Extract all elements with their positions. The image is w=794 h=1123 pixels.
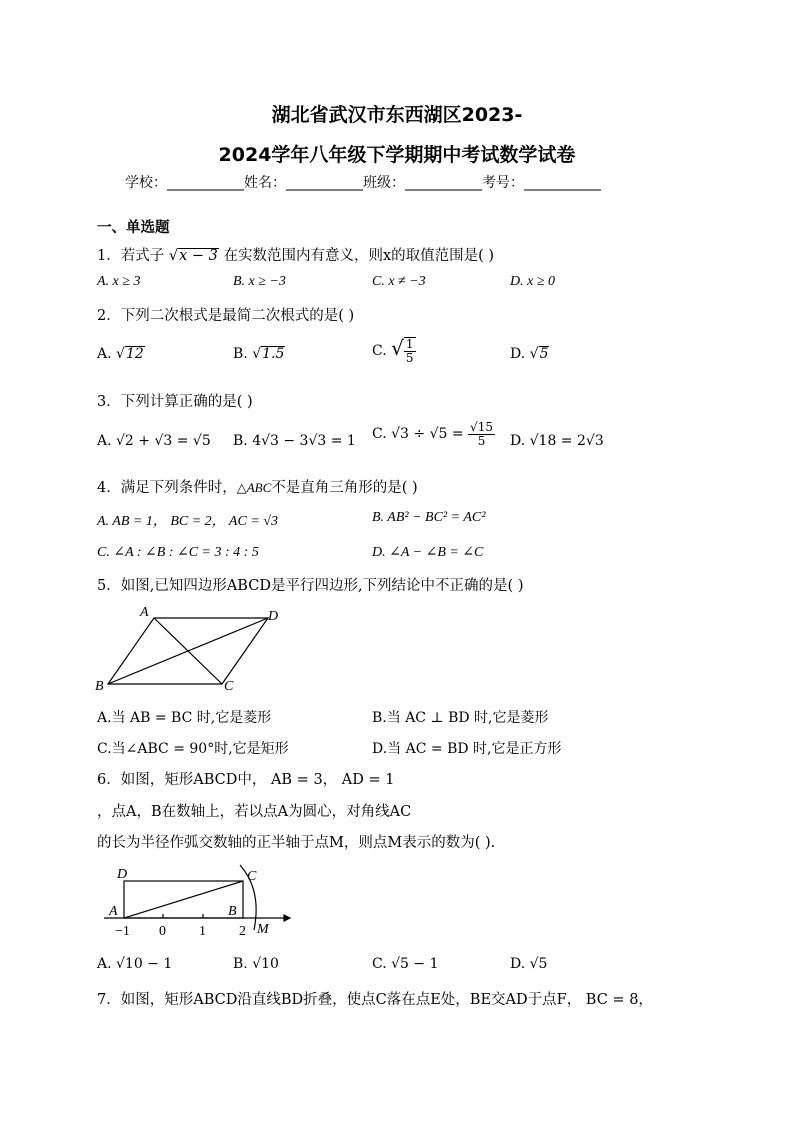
label-a: A — [140, 605, 149, 620]
q1-stem-post: 在实数范围内有意义，则x的取值范围是( ) — [223, 248, 495, 264]
axis-arrow — [284, 915, 290, 921]
title-line-1: 湖北省武汉市东西湖区2023- — [271, 104, 523, 126]
question-2-stem: 2．下列二次根式是最简二次根式的是( ) — [97, 308, 355, 324]
label-c: C — [224, 679, 234, 694]
title-line-2: 2024学年八年级下学期期中考试数学试卷 — [218, 144, 576, 166]
parallelogram-figure — [92, 600, 292, 696]
triangle-abc: △ABC — [236, 480, 272, 495]
q2-option-a: A. √12 — [97, 346, 144, 362]
label-a: A — [109, 904, 118, 919]
diagonal-bd — [108, 618, 268, 684]
q3-option-b: B. 4√3 − 3√3 = 1 — [233, 433, 356, 449]
tick-label-neg1: −1 — [115, 924, 130, 939]
q6-option-b: B. √10 — [233, 956, 279, 972]
q6-option-d: D. √5 — [510, 956, 548, 972]
q3-option-c: C. √3 ÷ √5 = $\frac{√15}{5}$ — [372, 420, 493, 448]
q4-option-a: A. AB = 1， BC = 2， AC = √3 — [97, 514, 278, 529]
tick-label-2: 2 — [239, 924, 246, 939]
q2-option-d: D. √5 — [510, 346, 549, 362]
question-6-stem-line-3: 的长为半径作弧交数轴的正半轴于点M，则点M表示的数为( ). — [97, 835, 496, 851]
q1-option-a: A. x ≥ 3 — [97, 274, 141, 289]
question-4-stem: 4．满足下列条件时，△ABC不是直角三角形的是( ) — [97, 480, 418, 496]
tick-label-1: 1 — [199, 924, 206, 939]
tick-label-0: 0 — [159, 924, 166, 939]
q3-option-a: A. √2 + √3 = √5 — [97, 433, 211, 449]
label-c: C — [247, 869, 257, 884]
question-5-stem: 5．如图,已知四边形ABCD是平行四边形,下列结论中不正确的是( ) — [97, 578, 524, 594]
question-7-stem: 7．如图，矩形ABCD沿直线BD折叠，使点C落在点E处，BE交AD于点F， BC = 8， — [97, 992, 653, 1008]
q6-option-c: C. √5 − 1 — [372, 956, 439, 972]
label-b: B — [95, 679, 104, 694]
q1-option-b: B. x ≥ −3 — [233, 274, 286, 289]
label-b: B — [228, 904, 237, 919]
section-heading: 一、单选题 — [97, 220, 170, 236]
q4-option-b: B. AB² − BC² = AC² — [372, 510, 486, 525]
label-m: M — [257, 922, 269, 937]
q5-option-d: D.当 AC = BD 时,它是正方形 — [372, 741, 562, 757]
student-info-line: 学校：___________姓名：___________班级：___________考号：___________ — [125, 175, 601, 191]
q5-option-c: C.当∠ABC = 90°时,它是矩形 — [97, 741, 289, 757]
q1-stem-pre: 1．若式子 — [97, 248, 165, 264]
q3-option-d: D. √18 = 2√3 — [510, 433, 604, 449]
q6-option-a: A. √10 − 1 — [97, 956, 173, 972]
q1-option-c: C. x ≠ −3 — [372, 274, 426, 289]
q4-option-c: C. ∠A : ∠B : ∠C = 3 : 4 : 5 — [97, 545, 259, 560]
q5-option-a: A.当 AB = BC 时,它是菱形 — [97, 710, 272, 726]
q1-option-d: D. x ≥ 0 — [510, 274, 556, 289]
question-6-stem-line-2: ，点A，B在数轴上，若以点A为圆心，对角线AC — [97, 804, 412, 820]
q4-option-d: D. ∠A − ∠B = ∠C — [372, 545, 484, 560]
question-3-stem: 3．下列计算正确的是( ) — [97, 394, 253, 410]
label-d: D — [117, 867, 128, 882]
q1-radical: √x − 3 — [168, 248, 218, 264]
question-6-stem-line-1: 6．如图，矩形ABCD中， AB = 3， AD = 1 — [97, 772, 395, 788]
q5-option-b: B.当 AC ⊥ BD 时,它是菱形 — [372, 710, 549, 726]
q2-option-b: B. √1.5 — [233, 346, 285, 362]
question-1-stem — [97, 244, 494, 265]
label-d: D — [268, 609, 279, 624]
number-line-figure — [100, 860, 296, 940]
q2-option-c: C. √ $\frac{1}{5}$ — [372, 336, 414, 365]
diagonal-ac — [124, 881, 243, 918]
